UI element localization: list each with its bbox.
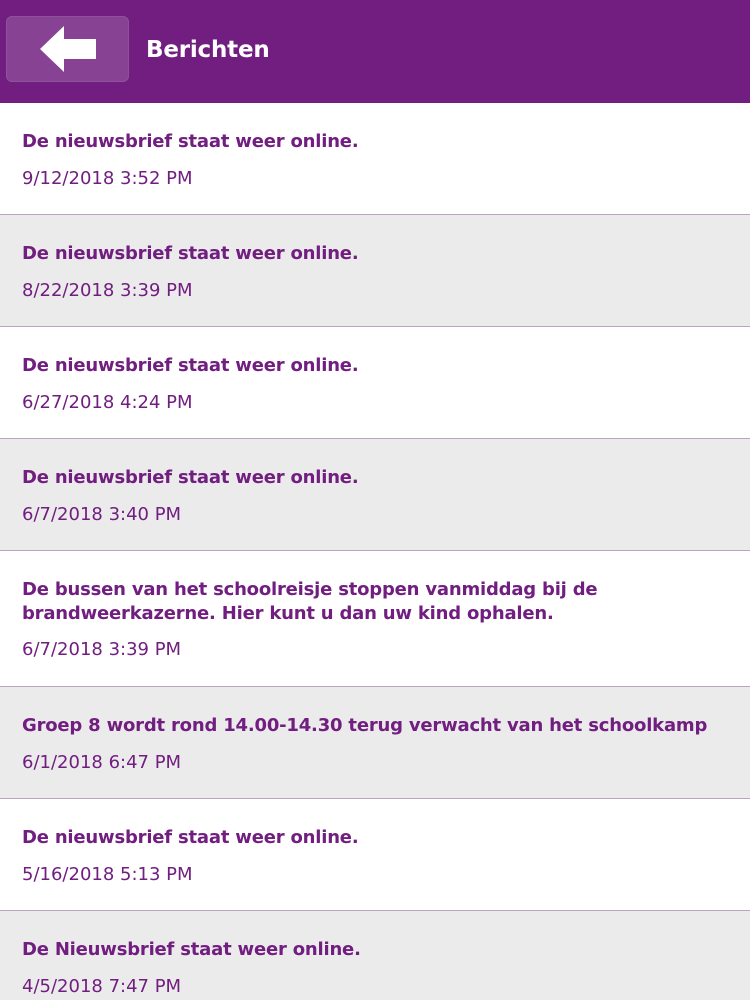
message-row[interactable] xyxy=(0,551,750,687)
message-text: De nieuwsbrief staat weer online. xyxy=(22,243,359,264)
message-row[interactable] xyxy=(0,215,750,327)
message-text: De bussen van het schoolreisje stoppen vanmiddag bij de brandweerkazerne. Hier kunt u dan uw kind ophalen. xyxy=(22,579,598,624)
message-text: De nieuwsbrief staat weer online. xyxy=(22,131,359,152)
message-text: Groep 8 wordt rond 14.00-14.30 terug verwacht van het schoolkamp xyxy=(22,715,708,736)
message-date: 5/16/2018 5:13 PM xyxy=(22,864,193,885)
back-button[interactable] xyxy=(6,16,129,82)
arrow-left-icon xyxy=(40,26,96,72)
page-title: Berichten xyxy=(146,37,270,63)
top-bar xyxy=(0,0,750,103)
message-text: De Nieuwsbrief staat weer online. xyxy=(22,939,361,960)
message-text: De nieuwsbrief staat weer online. xyxy=(22,467,359,488)
message-row[interactable] xyxy=(0,327,750,439)
message-row[interactable] xyxy=(0,687,750,799)
message-row[interactable] xyxy=(0,911,750,1000)
message-row[interactable] xyxy=(0,103,750,215)
message-date: 6/27/2018 4:24 PM xyxy=(22,392,193,413)
message-date: 6/7/2018 3:40 PM xyxy=(22,504,182,525)
message-row[interactable] xyxy=(0,799,750,911)
message-date: 6/1/2018 6:47 PM xyxy=(22,752,182,773)
message-text: De nieuwsbrief staat weer online. xyxy=(22,827,359,848)
message-list xyxy=(0,103,750,1000)
message-date: 8/22/2018 3:39 PM xyxy=(22,280,193,301)
message-date: 6/7/2018 3:39 PM xyxy=(22,639,182,660)
message-date: 9/12/2018 3:52 PM xyxy=(22,168,193,189)
message-text: De nieuwsbrief staat weer online. xyxy=(22,355,359,376)
message-date: 4/5/2018 7:47 PM xyxy=(22,976,182,997)
message-row[interactable] xyxy=(0,439,750,551)
